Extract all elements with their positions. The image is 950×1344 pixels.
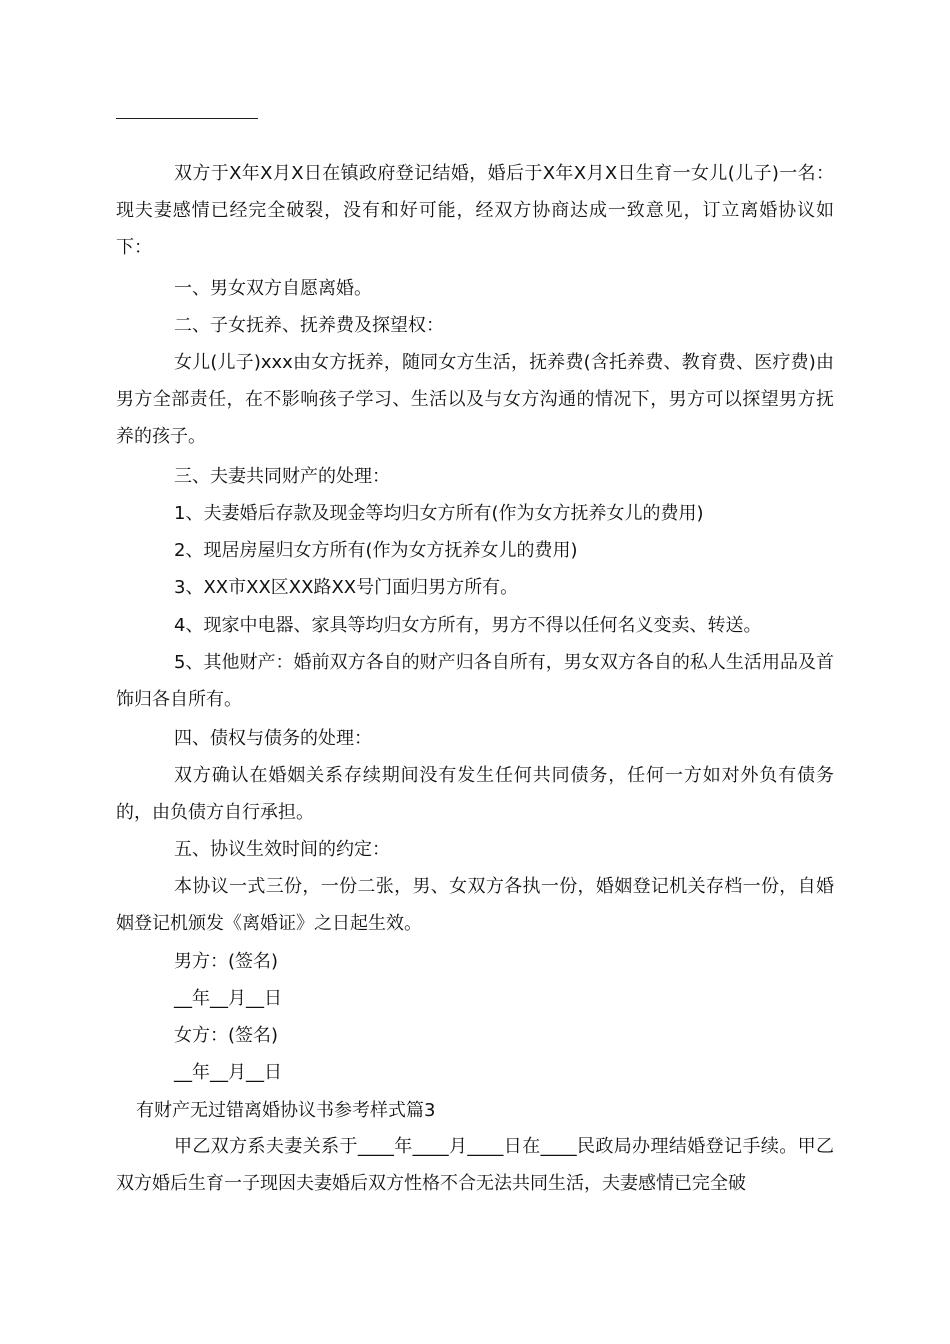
item-4-debt-heading: 四、债权与债务的处理：: [174, 728, 372, 749]
item-3-property-heading: 三、夫妻共同财产的处理：: [174, 466, 390, 487]
paragraph-debt: 双方确认在婚姻关系存续期间没有发生任何共同债务，任何一方如对外负有债务的，由负债方自行承担。: [116, 765, 834, 823]
signature-female: 女方：(签名): [174, 1025, 279, 1046]
paragraph-marriage-intro: 双方于X年X月X日在镇政府登记结婚，婚后于X年X月X日生育一女儿(儿子)一名：现夫妻感情已经完全破裂，没有和好可能，经双方协商达成一致意见，订立离婚协议如下：: [116, 163, 834, 258]
top-rule-line: [116, 118, 258, 119]
signature-date-2: __年__月__日: [174, 1062, 282, 1083]
section-title: 有财产无过错离婚协议书参考样式篇3: [136, 1100, 436, 1121]
item-5-effective-time-heading: 五、协议生效时间的约定：: [174, 839, 390, 860]
property-sub-4: 4、现家中电器、家具等均归女方所有，男方不得以任何名义变卖、转送。: [174, 615, 762, 636]
signature-date-1: __年__月__日: [174, 988, 282, 1009]
property-sub-3: 3、XX市XX区XX路XX号门面归男方所有。: [174, 577, 519, 598]
property-sub-1: 1、夫妻婚后存款及现金等均归女方所有(作为女方抚养女儿的费用): [174, 503, 704, 524]
paragraph-section-3-intro: 甲乙双方系夫妻关系于____年____月____日在____民政局办理结婚登记手续。甲乙双方婚后生育一子现因夫妻婚后双方性格不合无法共同生活，夫妻感情已完全破: [116, 1136, 834, 1194]
item-1-voluntary-divorce: 一、男女双方自愿离婚。: [174, 278, 372, 299]
property-sub-2: 2、现居房屋归女方所有(作为女方抚养女儿的费用): [174, 540, 578, 561]
property-sub-5: 5、其他财产：婚前双方各自的财产归各自所有，男女双方各自的私人生活用品及首饰归各自所有。: [116, 652, 834, 710]
signature-male: 男方：(签名): [174, 951, 279, 972]
paragraph-child-custody: 女儿(儿子)xxx由女方抚养，随同女方生活，抚养费(含托养费、教育费、医疗费)由男方全部责任，在不影响孩子学习、生活以及与女方沟通的情况下，男方可以探望男方抚养的孩子。: [116, 352, 834, 447]
paragraph-effective-time: 本协议一式三份，一份二张，男、女双方各执一份，婚姻登记机关存档一份，自婚姻登记机颁发《离婚证》之日起生效。: [116, 876, 834, 934]
item-2-child-custody-heading: 二、子女抚养、抚养费及探望权：: [174, 315, 444, 336]
